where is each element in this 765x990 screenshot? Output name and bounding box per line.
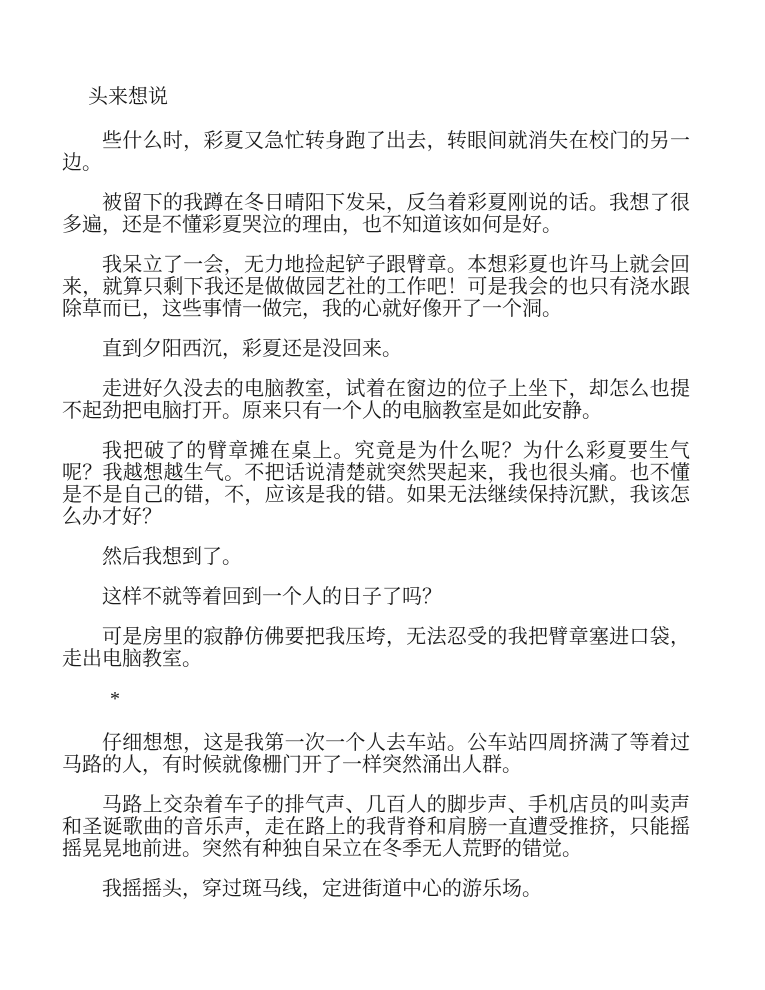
paragraph: 可是房里的寂静仿佛要把我压垮，无法忍受的我把臂章塞进口袋，走出电脑教室。: [62, 626, 690, 670]
paragraph: 些什么时，彩夏又急忙转身跑了出去，转眼间就消失在校门的另一边。: [62, 130, 690, 174]
paragraph: 我摇摇头，穿过斑马线，定进街道中心的游乐场。: [102, 878, 542, 900]
paragraph: 走进好久没去的电脑教室，试着在窗边的位子上坐下，却怎么也提不起劲把电脑打开。原来只有一个人的电脑教室是如此安静。: [62, 378, 690, 422]
paragraph: 我把破了的臂章摊在桌上。究竟是为什么呢？为什么彩夏要生气呢？我越想越生气。不把话说清楚就突然哭起来，我也很头痛。也不懂是不是自己的错，不，应该是我的错。如果无法继续保持沉默，我该怎么办才好？: [62, 440, 690, 528]
paragraph: 仔细想想，这是我第一次一个人去车站。公车站四周挤满了等着过马路的人，有时候就像栅门开了一样突然涌出人群。: [62, 732, 690, 776]
paragraph: 这样不就等着回到一个人的日子了吗？: [102, 586, 442, 608]
paragraph: 直到夕阳西沉，彩夏还是没回来。: [102, 338, 402, 360]
section-break-asterisk: *: [110, 688, 120, 710]
paragraph: 被留下的我蹲在冬日晴阳下发呆，反刍着彩夏刚说的话。我想了很多遍，还是不懂彩夏哭泣的理由，也不知道该如何是好。: [62, 192, 690, 236]
paragraph: 然后我想到了。: [102, 546, 242, 568]
paragraph: 我呆立了一会，无力地捡起铲子跟臂章。本想彩夏也许马上就会回来，就算只剩下我还是做做园艺社的工作吧！可是我会的也只有浇水跟除草而已，这些事情一做完，我的心就好像开了一个洞。: [62, 254, 690, 320]
paragraph: 马路上交杂着车子的排气声、几百人的脚步声、手机店员的叫卖声和圣诞歌曲的音乐声，走在路上的我背脊和肩膀一直遭受推挤，只能摇摇晃晃地前进。突然有种独自呆立在冬季无人荒野的错觉。: [62, 794, 690, 860]
paragraph: 头来想说: [88, 86, 168, 108]
